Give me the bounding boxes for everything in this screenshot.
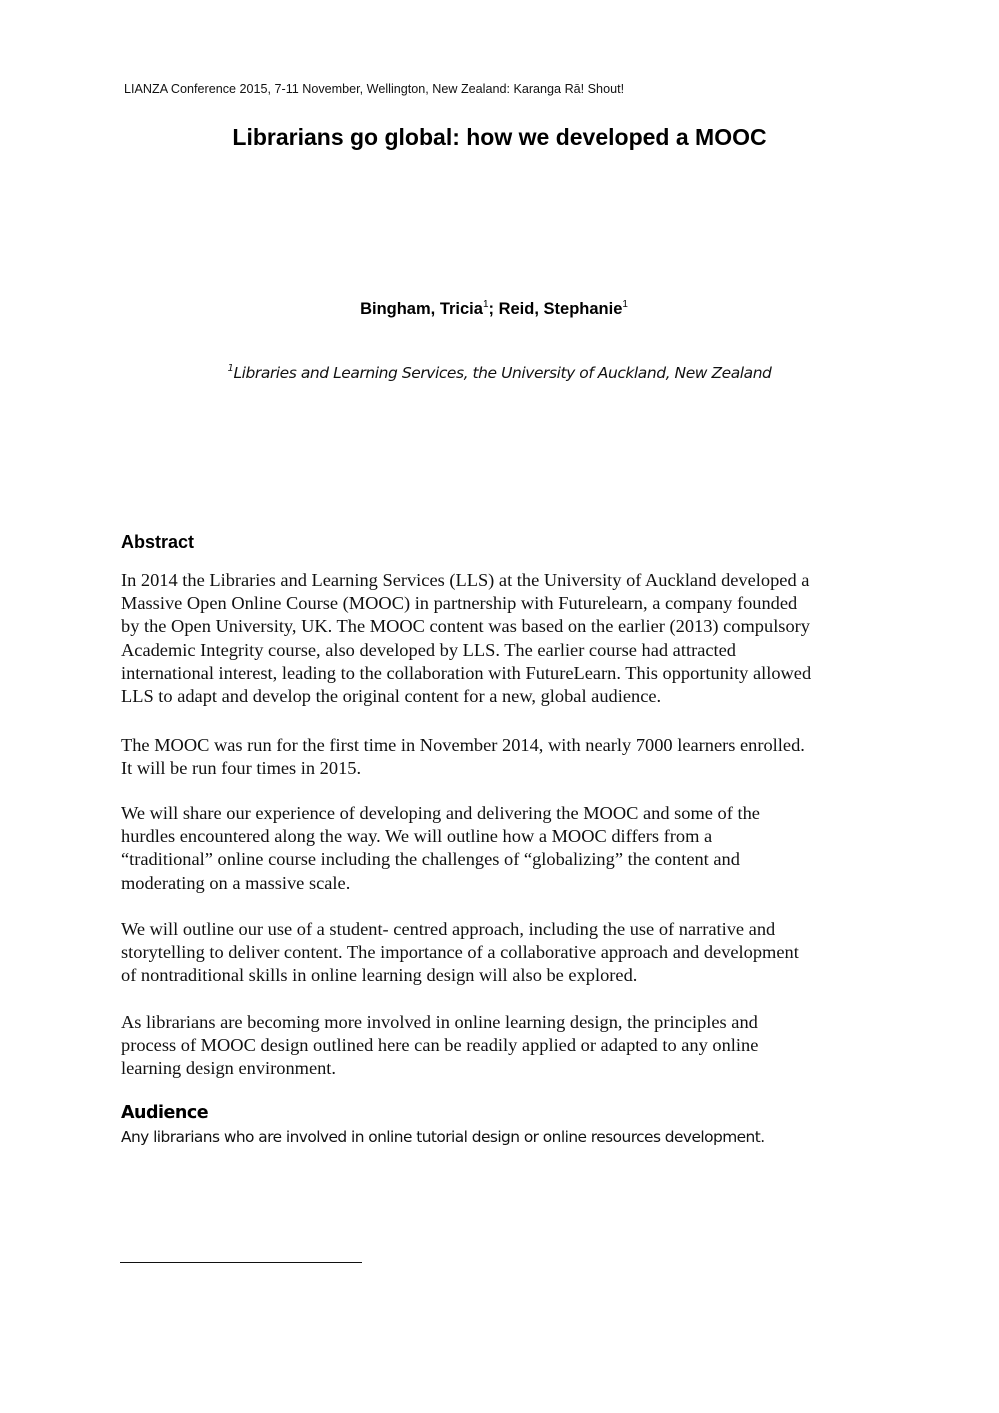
text-line: “traditional” online course including the challenges of “globalizing” the content and: [121, 849, 740, 870]
abstract-paragraph: [121, 918, 799, 988]
text-line: international interest, leading to the collaboration with FutureLearn. This opportunity allowed: [121, 662, 812, 683]
text-line: We will share our experience of developing and delivering the MOOC and some of the: [121, 803, 760, 823]
text-line: In 2014 the Libraries and Learning Services (LLS) at the University of Auckland developed a: [121, 570, 810, 590]
running-header: LIANZA Conference 2015, 7-11 November, Wellington, New Zealand: Karanga Rā! Shout!: [124, 82, 625, 96]
text-line: Academic Integrity course, also developed by LLS. The earlier course had attracted: [121, 639, 736, 660]
paper-title: Librarians go global: how we developed a MOOC: [232, 124, 767, 150]
affiliation-mark: 1: [622, 299, 628, 310]
abstract-heading: Abstract: [121, 532, 195, 552]
text-line: process of MOOC design outlined here can be readily applied or adapted to any online: [121, 1035, 759, 1056]
text-line: As librarians are becoming more involved in online learning design, the principles and: [121, 1012, 758, 1032]
text-line: It will be run four times in 2015.: [121, 758, 362, 779]
abstract-paragraph: [121, 734, 805, 780]
author-affiliation: [0, 364, 999, 382]
audience-heading: Audience: [121, 1103, 209, 1123]
text-line: We will outline our use of a student- centred approach, including the use of narrative and: [121, 919, 776, 939]
text-line: hurdles encountered along the way. We will outline how a MOOC differs from a: [121, 826, 713, 847]
text-line: by the Open University, UK. The MOOC content was based on the earlier (2013) compulsory: [121, 616, 810, 637]
footnote-separator: [120, 1262, 362, 1263]
author-separator: ;: [488, 300, 499, 318]
text-line: LLS to adapt and develop the original content for a new, global audience.: [121, 686, 662, 707]
text-line: of nontraditional skills in online learning design will also be explored.: [121, 965, 638, 986]
text-line: learning design environment.: [121, 1058, 337, 1079]
text-line: The MOOC was run for the first time in November 2014, with nearly 7000 learners enrolled.: [121, 735, 805, 755]
text-line: Massive Open Online Course (MOOC) in partnership with Futurelearn, a company founded: [121, 593, 798, 614]
affiliation-text: Libraries and Learning Services, the University of Auckland, New Zealand: [233, 364, 772, 382]
abstract-paragraph: [121, 802, 760, 895]
affiliation-mark: 1: [482, 299, 489, 310]
abstract-paragraph: [121, 569, 811, 708]
affiliation-mark: 1: [227, 363, 234, 374]
audience-text: Any librarians who are involved in online tutorial design or online resources development.: [121, 1128, 765, 1146]
text-line: moderating on a massive scale.: [121, 872, 351, 893]
text-line: storytelling to deliver content. The importance of a collaborative approach and development: [121, 942, 799, 963]
abstract-paragraph: [121, 1011, 758, 1081]
author-name: Bingham, Tricia: [360, 300, 483, 318]
author-name: Reid, Stephanie: [498, 300, 623, 318]
author-list: [0, 300, 988, 319]
